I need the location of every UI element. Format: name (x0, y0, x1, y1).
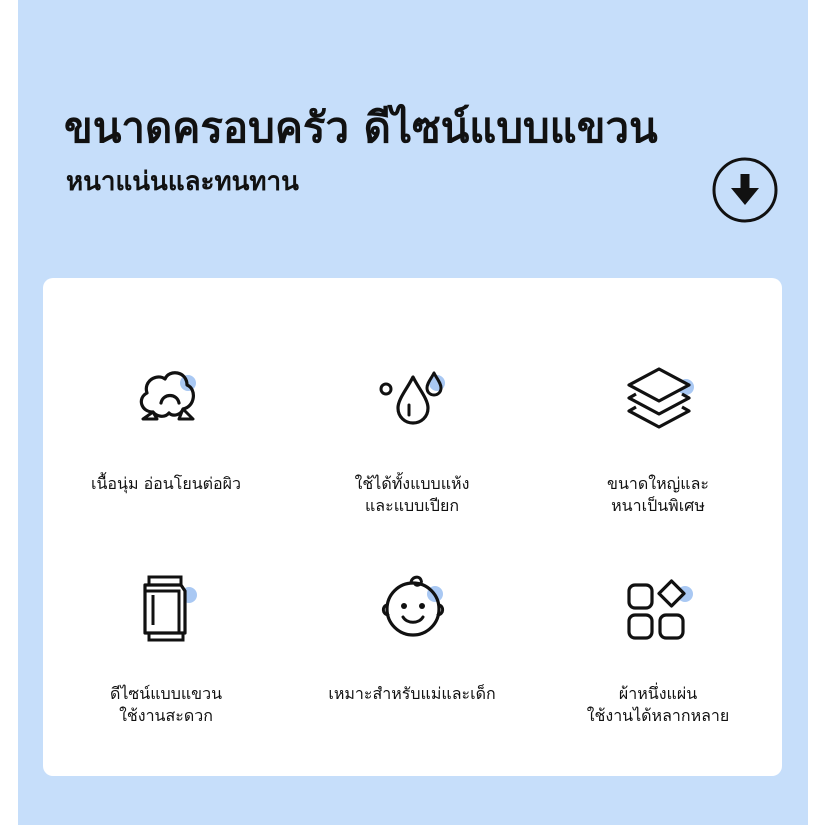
hanging-pack-icon (131, 573, 203, 645)
scroll-down-button[interactable] (710, 155, 780, 225)
multi-use-grid-icon (623, 573, 695, 645)
features-card (43, 278, 782, 776)
feature-label: เหมาะสำหรับแม่และเด็ก (328, 684, 496, 703)
feature-label: เนื้อนุ่ม อ่อนโยนต่อผิว (90, 474, 241, 493)
arrow-down-circle-icon (710, 155, 780, 225)
feature-mom-and-baby (289, 573, 535, 773)
page-subtitle: หนาแน่นและทนทาน (66, 167, 299, 197)
feature-label: ผ้าหนึ่งแผ่น ใช้งานได้หลากหลาย (586, 684, 730, 725)
cotton-icon (131, 363, 203, 435)
layers-icon (623, 363, 695, 435)
feature-wet-dry (289, 363, 535, 563)
baby-face-icon (377, 573, 449, 645)
feature-label: ขนาดใหญ่และ หนาเป็นพิเศษ (607, 474, 709, 515)
feature-label: ใช้ได้ทั้งแบบแห้ง และแบบเปียก (354, 474, 470, 515)
feature-multi-use (535, 573, 781, 773)
feature-hanging-design (43, 573, 289, 773)
feature-soft-cotton (43, 363, 289, 563)
water-drops-icon (377, 363, 449, 435)
feature-large-thick (535, 363, 781, 563)
feature-label: ดีไซน์แบบแขวน ใช้งานสะดวก (109, 684, 223, 725)
page-title: ขนาดครอบครัว ดีไซน์แบบแขวน (64, 103, 658, 152)
